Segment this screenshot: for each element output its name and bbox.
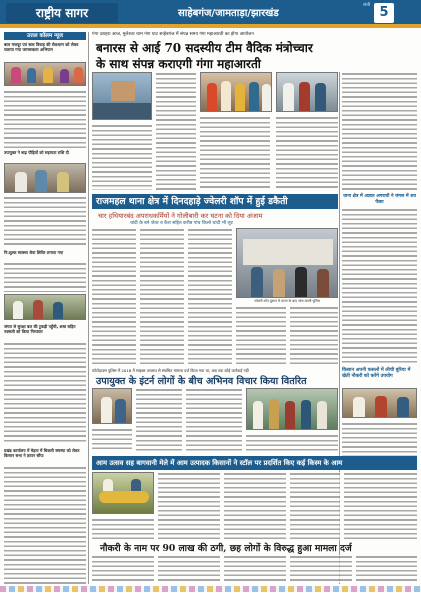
lead-columns xyxy=(92,72,338,192)
masthead xyxy=(0,0,421,28)
story2-col3-body xyxy=(188,228,232,364)
right-box-title: थाना क्षेत्र में अज्ञात अपराधी ने जंगल में शव फेंका xyxy=(343,194,416,205)
story5-col5-body xyxy=(356,555,417,583)
sidebar-story5-title: प्रखंड कार्यालय में मेहता में बिजली समस्या को लेकर किसान सभा ने ज्ञापन सौंपा xyxy=(4,448,80,459)
right-lower-photo xyxy=(342,388,417,418)
lead-headline-line1: बनारस से आई 70 सदस्यीय टीम वैदिक मंत्रोच्चार xyxy=(96,41,313,55)
sidebar-story2-title: उपायुक्त ने बाढ़ पीड़ितों को सहायता राशि दी xyxy=(4,150,69,155)
sidebar-story2-body xyxy=(4,196,86,246)
footer-band xyxy=(0,584,421,595)
story2-headline: राजमहल थाना क्षेत्र में दिनदहाड़े ज्वेलरी शॉप में हुई डकैती xyxy=(92,194,338,209)
sidebar-heading: उत्तल कॉलम न्यूज xyxy=(4,32,86,40)
lead-photo-1 xyxy=(92,72,152,120)
story4-col1-body xyxy=(92,518,154,540)
right-column-middle xyxy=(342,194,417,366)
story3-col2-body xyxy=(136,388,182,452)
story3-right-headline: किसान अपनी फसलों में लीची बुरिया में खेती नौकरी को करेंगे उपयोग xyxy=(342,368,411,379)
story2-col5-body xyxy=(290,306,338,364)
story3-photo-2 xyxy=(246,388,338,430)
lead-headline-line2: के साथ संपन्न कराएगी गंगा महाआरती xyxy=(96,57,261,71)
right-lower-body xyxy=(342,422,417,456)
sidebar-story1-body xyxy=(4,90,86,148)
sidebar-story5-body xyxy=(4,466,86,584)
newspaper-title: राष्ट्रीय सागर xyxy=(6,3,118,23)
story3-headline: उपायुक्त के इंटर्न लोगों के बीच अभिनव विचार किया वितरित xyxy=(96,376,307,387)
lead-photo-3 xyxy=(276,72,338,112)
lead-col1-body xyxy=(92,124,152,190)
right-top-body xyxy=(342,72,417,190)
story5-col3-body xyxy=(224,555,286,583)
story4-photo xyxy=(92,472,154,514)
story2-col2-body xyxy=(140,228,184,364)
right-middle-body xyxy=(342,208,417,364)
story3-kicker: फोटोहाउस पुलिस में 2018 में साइबर अपराध से संबंधित मामला दर्ज किया गया था, अब तक कोई कार्रवाई नहीं xyxy=(92,368,249,373)
story3-col1-body xyxy=(92,428,132,452)
story4-col3-body xyxy=(224,472,286,540)
story2-col1-body xyxy=(92,228,136,364)
sidebar-story4-title: जंगल से सुरक्षा बल की टुकड़ी पहुँची, शस्त्र सहित नक्सली को किया गिरफ्तार xyxy=(4,324,76,335)
sidebar-photo-1 xyxy=(4,62,86,86)
right-column-top xyxy=(342,72,417,192)
story5-columns xyxy=(92,555,417,583)
story4-col5-body xyxy=(344,472,417,540)
lead-col2-body xyxy=(156,72,196,190)
story2-subhead: चार हथियारबंद अपराधकर्मियों ने गोलीबारी कर घटना को दिया अंजाम xyxy=(98,212,263,220)
lead-photo-2 xyxy=(200,72,272,112)
story5-headline: नौकरी के नाम पर 90 लाख की ठगी, छह लोगों के विरुद्ध हुआ मामला दर्ज xyxy=(100,543,352,554)
story3-photo-1 xyxy=(92,388,132,424)
story2-caption: ज्वेलरी शॉप दुकान में घटना के बाद जांच करती पुलिस xyxy=(254,299,320,303)
story4-col4-body xyxy=(290,472,340,540)
edition-city: रांची xyxy=(362,3,370,8)
page-number: 5 xyxy=(374,3,394,23)
sidebar-story1-title: बाल मजदूर एवं बाल विवाह की रोकथाम को लेकर चलाया गया जागरूकता अभियान xyxy=(4,42,79,53)
sidebar-story4-body xyxy=(4,342,86,444)
lead-col3-body xyxy=(200,116,270,190)
story4-col2-body xyxy=(158,472,220,540)
story5-col2-body xyxy=(158,555,220,583)
masthead-accent-strip xyxy=(0,24,421,28)
story2-col4-body xyxy=(236,306,286,364)
edition-region: साहेबगंज/जामताड़ा/झारखंड xyxy=(178,8,279,19)
sidebar xyxy=(4,32,86,584)
story2-deck: चांदी के बने जेवर व कैश सहित करीब पांच किलो चांदी भी लूट xyxy=(130,221,233,226)
right-column-lower xyxy=(342,368,417,456)
sidebar-story3-title: नि:शुल्क स्वास्थ्य सेवा शिविर लगाया गया xyxy=(4,250,64,255)
story5-col1-body xyxy=(92,555,154,583)
story3-col3-body xyxy=(186,388,242,452)
lead-col4-body xyxy=(276,116,338,190)
story5-col4-body xyxy=(290,555,352,583)
sidebar-photo-2 xyxy=(4,163,86,193)
story4-headline: आम उत्सव सह बागवानी मेले में आम उत्पादक किसानों ने स्टॉल पर प्रदर्शित किए कई किस्म के आम xyxy=(92,456,417,470)
story2-photo xyxy=(236,228,338,298)
story3-col4-body xyxy=(246,434,338,452)
sidebar-divider xyxy=(88,32,89,584)
story4-columns xyxy=(92,472,417,540)
lead-kicker: गंगा दशहरा आज, मुलेश्वर धाम गंगा घाट साहेबगंज में संपन्न समय गंगा महाआरती का होगा आयोजन xyxy=(92,32,254,37)
sidebar-photo-3 xyxy=(4,294,86,320)
story3-columns xyxy=(92,388,338,452)
story2-columns xyxy=(92,228,338,366)
sidebar-story3-body xyxy=(4,262,86,292)
